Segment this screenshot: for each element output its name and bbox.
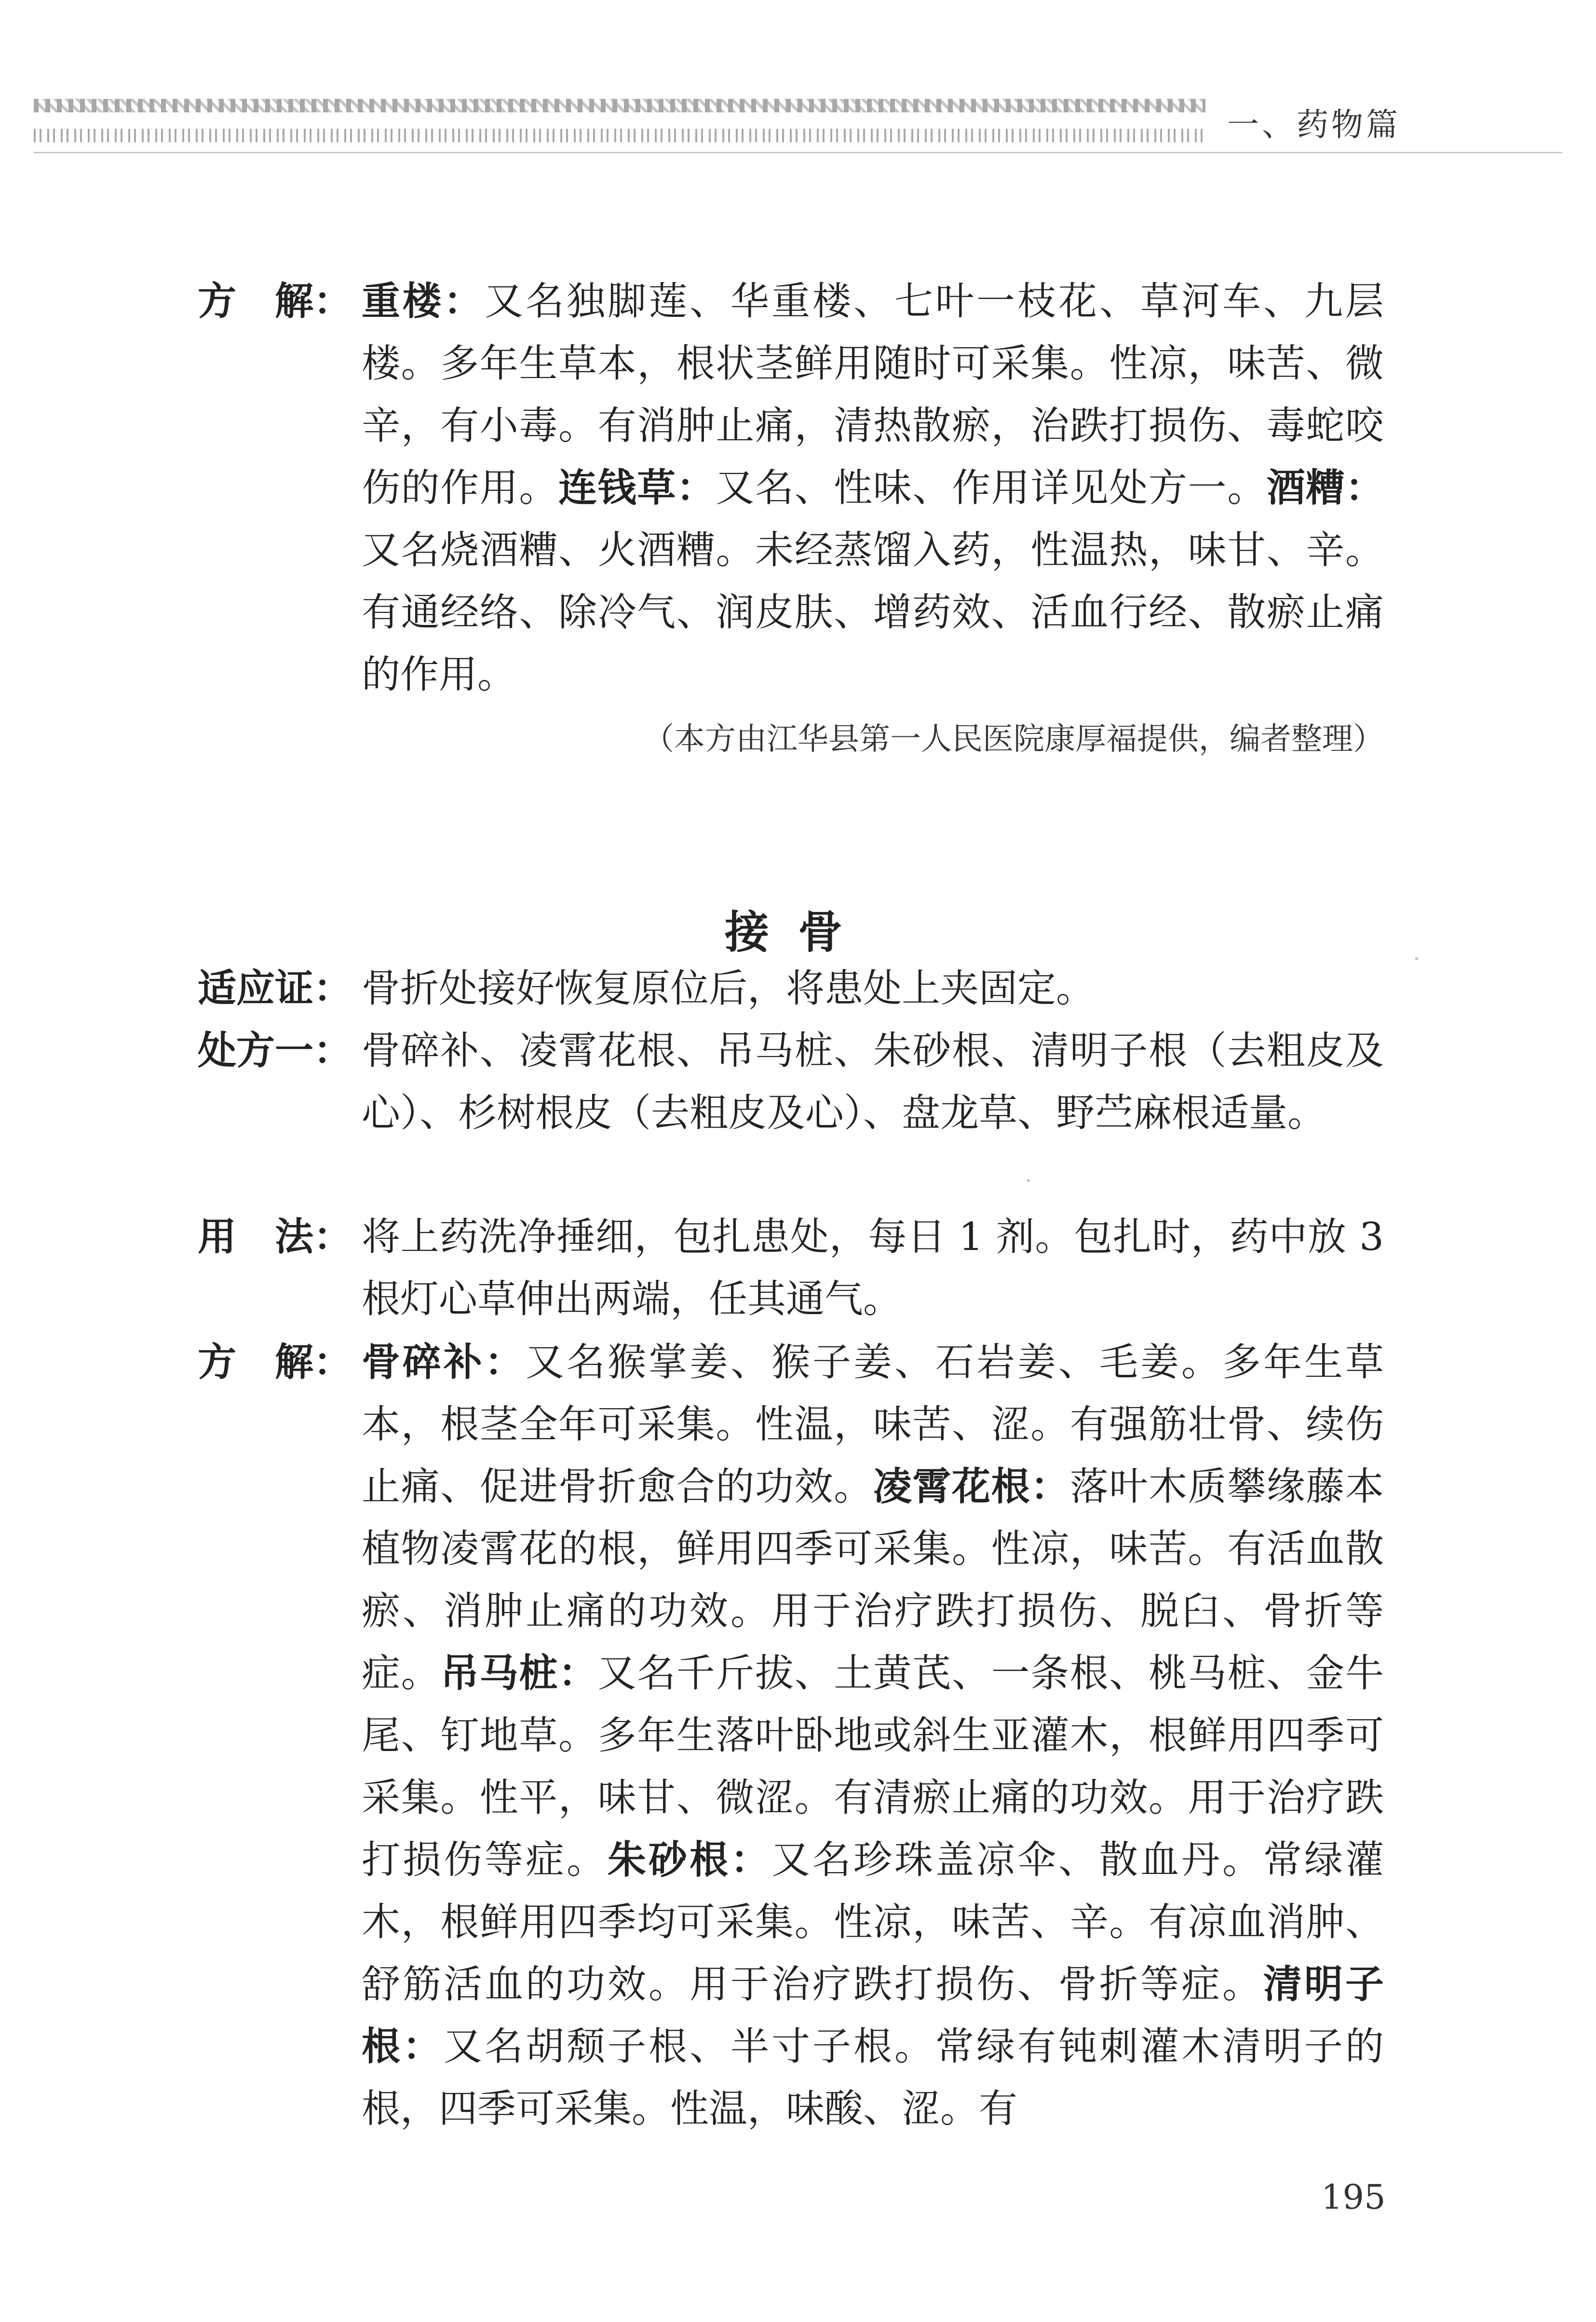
chapter-title: 一、药物篇 [1227, 106, 1401, 143]
header-ornament-bottom [34, 129, 1205, 142]
entry-text: 骨碎补、凌霄花根、吊马桩、朱砂根、清明子根（去粗皮及心）、杉树根皮（去粗皮及心）、盘龙草、野苎麻根适量。 [362, 1028, 1384, 1135]
herb-description: 落叶木质攀缘藤本植物凌霄花的根，鲜用四季可采集。性凉，味苦。有活血散瘀、消肿止痛的功效。用于治疗跌打损伤、脱臼、骨折等症。 [362, 1464, 1384, 1696]
indications-block [198, 957, 1384, 1019]
herb-name: 朱砂根： [608, 1837, 771, 1882]
herb-name: 连钱草： [558, 465, 716, 510]
herb-description: 又名烧酒糟、火酒糟。未经蒸馏入药，性温热，味甘、辛。有通经络、除冷气、润皮肤、增药效、活血行经、散瘀止痛的作用。 [362, 528, 1384, 697]
section-title: 接骨 [724, 906, 871, 958]
entry-text: 将上药洗净捶细，包扎患处，每日 1 剂。包扎时，药中放 3 根灯心草伸出两端，任其通气。 [362, 1214, 1384, 1321]
header-divider [34, 152, 1562, 153]
explanation-block-2 [198, 1331, 1384, 2140]
herb-description: 又名珍珠盖凉伞、散血丹。常绿灌木，根鲜用四季均可采集。性凉，味苦、辛。有凉血消肿、舒筋活血的功效。用于治疗跌打损伤、骨折等症。 [362, 1837, 1384, 2007]
herb-name: 重楼： [362, 279, 485, 324]
entry-label: 方 解： [198, 1340, 352, 1385]
herb-name: 酒糟： [1266, 465, 1384, 510]
explanation-block-1 [198, 270, 1384, 706]
herb-description: 又名千斤拔、土黄芪、一条根、桃马桩、金牛尾、钉地草。多年生落叶卧地或斜生亚灌木，根鲜用四季可采集。性平，味甘、微涩。有清瘀止痛的功效。用于治疗跌打损伤等症。 [362, 1651, 1384, 1882]
herb-name: 骨碎补： [362, 1340, 526, 1385]
entry-text [362, 1331, 1384, 2140]
page-number: 195 [1321, 2177, 1386, 2217]
entry-label: 方 解： [198, 279, 352, 324]
header-ornament [34, 99, 1205, 142]
herb-name: 吊马桩： [440, 1651, 598, 1696]
herb-description: 又名独脚莲、华重楼、七叶一枝花、草河车、九层楼。多年生草本，根状茎鲜用随时可采集。性凉，味苦、微辛，有小毒。有消肿止痛，清热散瘀，治跌打损伤、毒蛇咬伤的作用。 [362, 279, 1384, 510]
herb-description: 又名猴掌姜、猴子姜、石岩姜、毛姜。多年生草本，根茎全年可采集。性温，味苦、涩。有强筋壮骨、续伤止痛、促进骨折愈合的功效。 [362, 1340, 1384, 1509]
entry-text [362, 270, 1384, 706]
entry-label: 处方一： [198, 1028, 352, 1073]
usage-block [198, 1206, 1384, 1330]
herb-description: 又名、性味、作用详见处方一。 [716, 465, 1267, 510]
scan-speck [1027, 1179, 1030, 1182]
entry-text: 骨折处接好恢复原位后，将患处上夹固定。 [362, 966, 1095, 1011]
herb-name: 清明子根： [362, 1962, 1384, 2069]
entry-label: 适应证： [198, 966, 352, 1011]
herb-description: 又名胡颓子根、半寸子根。常绿有钝刺灌木清明子的根，四季可采集。性温，味酸、涩。有 [362, 2024, 1384, 2131]
source-note: （本方由江华县第一人民医院康厚福提供，编者整理） [643, 721, 1384, 757]
herb-name: 凌霄花根： [873, 1464, 1070, 1509]
entry-label: 用 法： [198, 1214, 352, 1259]
prescription-block-1 [198, 1019, 1384, 1144]
scan-speck [1415, 957, 1418, 960]
header-ornament-top [34, 99, 1205, 112]
